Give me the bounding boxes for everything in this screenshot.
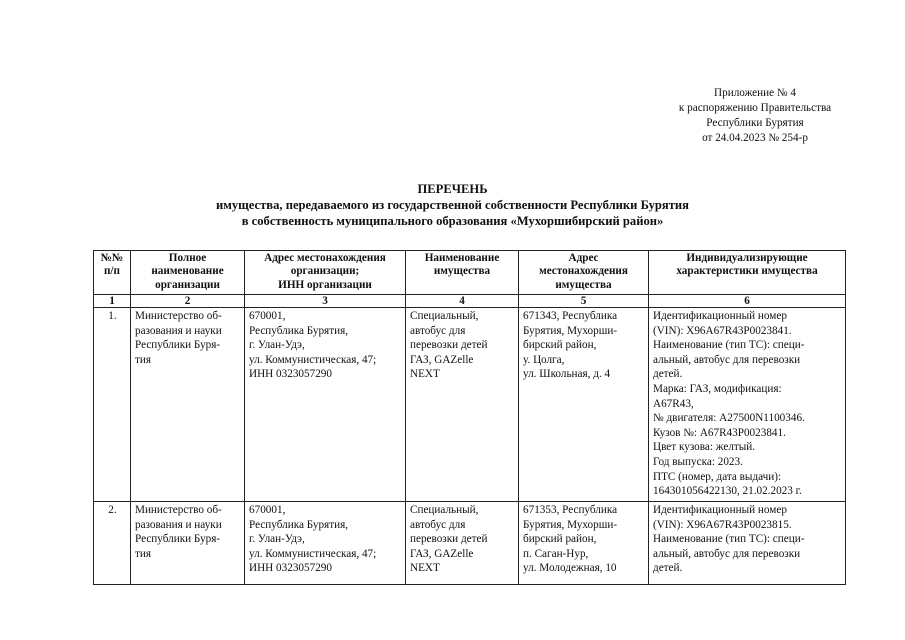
document-title <box>0 181 905 229</box>
appendix-line: от 24.04.2023 № 254-р <box>702 132 808 144</box>
property-table <box>93 250 846 585</box>
column-number: 4 <box>406 295 519 308</box>
characteristics-cell: Идентификационный номер (VIN): X96A67R43P0023841. Наименование (тип ТС): специ- альный, автобус для перевозки детей. Марка: ГАЗ, модификация: A67R43, № двигателя: A27500N1100346. Кузов №: A67R43P0023841. Цвет кузова: желтый. Год выпуска: 2023. ПТС (номер, дата выдачи): 164301056422130, 21.02.2023 г. <box>649 308 846 502</box>
table-row <box>94 308 846 502</box>
column-number: 6 <box>649 295 846 308</box>
column-number-row <box>94 295 846 308</box>
header-property-location: Адрес местонахождения имущества <box>519 251 649 295</box>
header-property-name: Наименование имущества <box>406 251 519 295</box>
header-number: №№ п/п <box>94 251 131 295</box>
column-number: 2 <box>131 295 245 308</box>
appendix-line: Республики Бурятия <box>706 117 804 129</box>
row-number: 2. <box>94 502 131 585</box>
property-name-cell: Специальный, автобус для перевозки детей ГАЗ, GAZelle NEXT <box>406 502 519 585</box>
org-name-cell: Министерство об- разования и науки Республики Буря- тия <box>131 308 245 502</box>
header-org-address: Адрес местонахождения организации; ИНН организации <box>245 251 406 295</box>
org-address-cell: 670001, Республика Бурятия, г. Улан-Удэ, ул. Коммунистическая, 47; ИНН 0323057290 <box>245 502 406 585</box>
appendix-block <box>640 86 870 146</box>
org-address-cell: 670001, Республика Бурятия, г. Улан-Удэ, ул. Коммунистическая, 47; ИНН 0323057290 <box>245 308 406 502</box>
header-characteristics: Индивидуализирующие характеристики имущества <box>649 251 846 295</box>
org-name-cell: Министерство об- разования и науки Республики Буря- тия <box>131 502 245 585</box>
header-org-name: Полное наименование организации <box>131 251 245 295</box>
appendix-line: к распоряжению Правительства <box>678 102 832 114</box>
header-row <box>94 251 846 295</box>
property-location-cell: 671353, Республика Бурятия, Мухорши- бирский район, п. Саган-Нур, ул. Молодежная, 10 <box>519 502 649 585</box>
table-row <box>94 502 846 585</box>
title-heading: ПЕРЕЧЕНЬ <box>417 182 488 196</box>
appendix-line: Приложение № 4 <box>714 87 796 99</box>
title-line: имущества, передаваемого из государственной собственности Республики Бурятия <box>216 198 689 212</box>
row-number: 1. <box>94 308 131 502</box>
column-number: 5 <box>519 295 649 308</box>
title-line: в собственность муниципального образования «Мухоршибирский район» <box>241 214 664 228</box>
column-number: 1 <box>94 295 131 308</box>
column-number: 3 <box>245 295 406 308</box>
property-location-cell: 671343, Республика Бурятия, Мухорши- бирский район, у. Цолга, ул. Школьная, д. 4 <box>519 308 649 502</box>
characteristics-cell: Идентификационный номер (VIN): X96A67R43P0023815. Наименование (тип ТС): специ- альный, автобус для перевозки детей. <box>649 502 846 585</box>
property-name-cell: Специальный, автобус для перевозки детей ГАЗ, GAZelle NEXT <box>406 308 519 502</box>
